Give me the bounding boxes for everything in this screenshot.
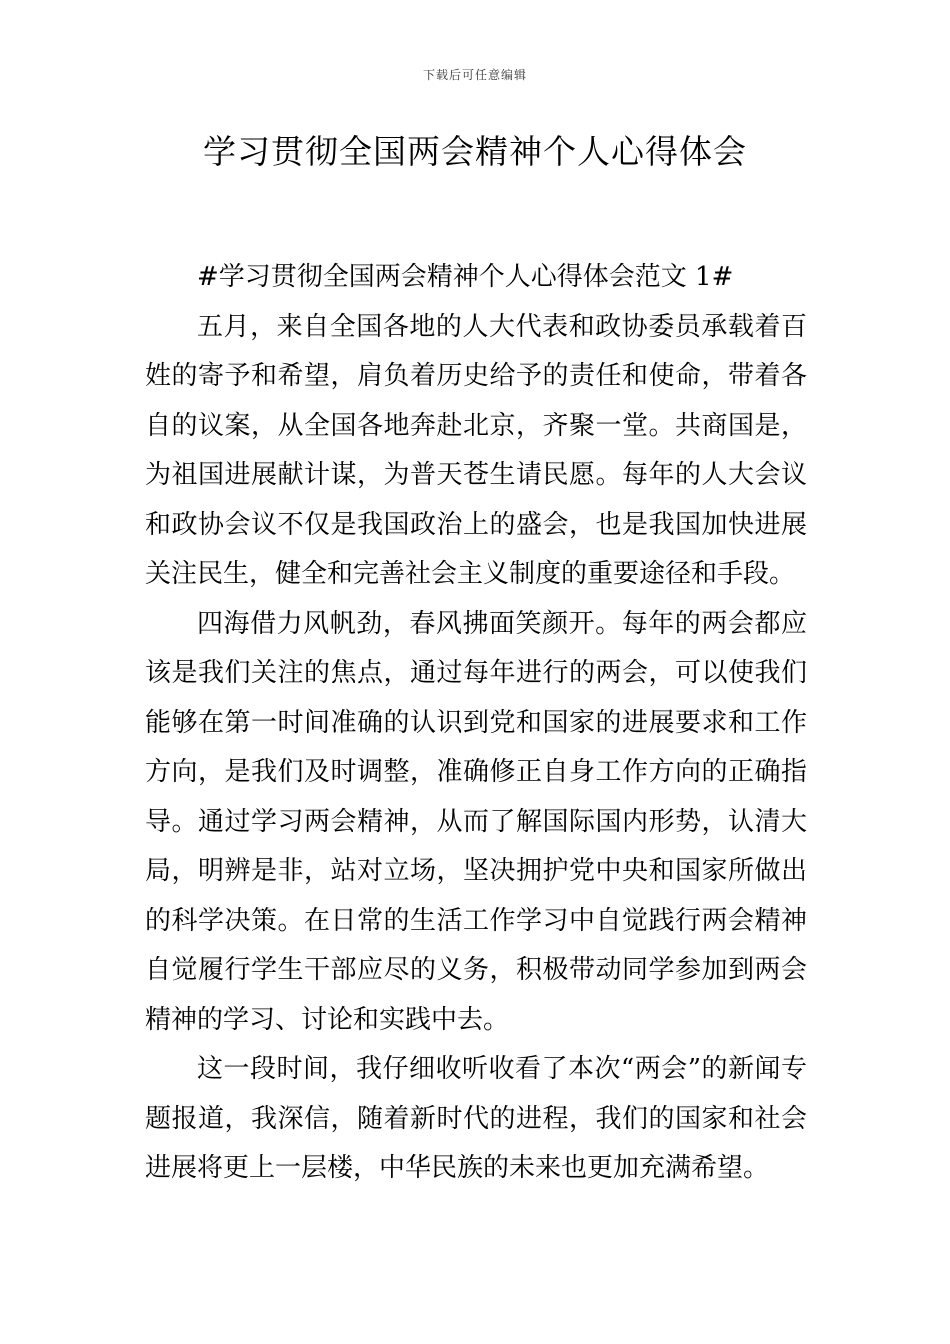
body-paragraph-3: 这一段时间，我仔细收听收看了本次“两会”的新闻专题报道，我深信，随着新时代的进程，我们的国家和社会进展将更上一层楼，中华民族的未来也更加充满希望。 [145,1054,807,1183]
document-title: 学习贯彻全国两会精神个人心得体会 [203,132,747,171]
body-paragraph-1: 五月，来自全国各地的人大代表和政协委员承载着百姓的寄予和希望，肩负着历史给予的责任和使命，带着各自的议案，从全国各地奔赴北京，齐聚一堂。共商国是，为祖国进展献计谋，为普天苍生请民愿。每年的人大会议和政协会议不仅是我国政治上的盛会，也是我国加快进展关注民生，健全和完善社会主义制度的重要途径和手段。 [145,311,807,589]
document-body [145,253,807,1194]
section-heading: #学习贯彻全国两会精神个人心得体会范文 1# [197,262,734,292]
header-note: 下载后可任意编辑 [422,68,527,82]
body-paragraph-2: 四海借力风帆劲，春风拂面笑颜开。每年的两会都应该是我们关注的焦点，通过每年进行的两会，可以使我们能够在第一时间准确的认识到党和国家的进展要求和工作方向，是我们及时调整，准确修正自身工作方向的正确指导。通过学习两会精神，从而了解国际国内形势，认清大局，明辨是非，站对立场，坚决拥护党中央和国家所做出的科学决策。在日常的生活工作学习中自觉践行两会精神自觉履行学生干部应尽的义务，积极带动同学参加到两会精神的学习、讨论和实践中去。 [145,608,807,1035]
